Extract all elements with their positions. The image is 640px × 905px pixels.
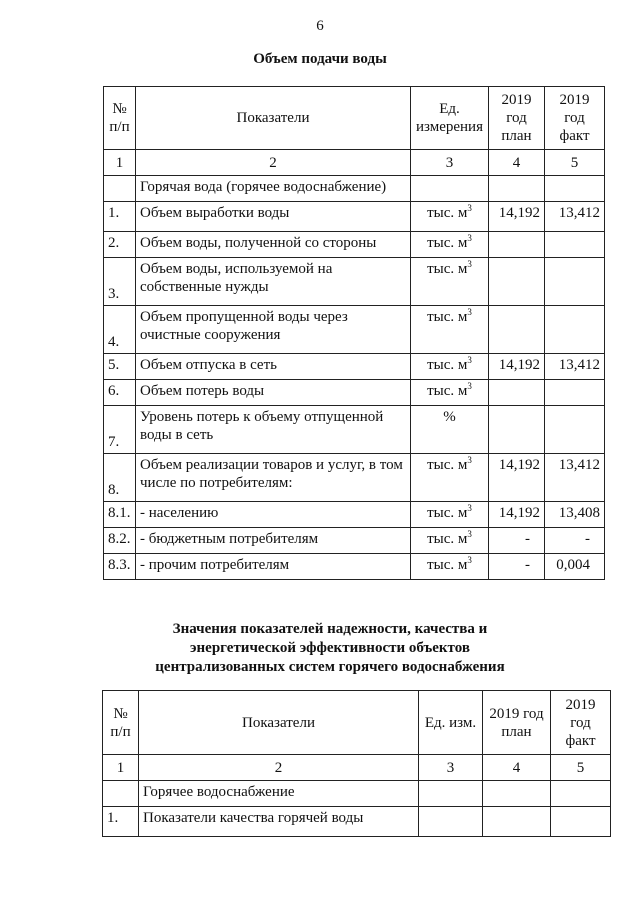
index-cell: 1 <box>104 150 136 176</box>
row-plan: - <box>489 528 545 554</box>
section-row <box>103 781 611 807</box>
header-num: № п/п <box>104 87 136 150</box>
row-plan: 14,192 <box>489 202 545 232</box>
water-supply-title: Объем подачи воды <box>253 51 387 67</box>
row-number: 1. <box>104 202 136 232</box>
header-unit: Ед. измерения <box>411 87 489 150</box>
row-fact <box>545 258 605 306</box>
unit-text: % <box>443 409 456 425</box>
reliability-table <box>102 690 611 837</box>
table-row <box>104 554 605 580</box>
unit-superscript: 3 <box>467 381 472 391</box>
row-label: Объем потерь воды <box>136 380 411 406</box>
row-fact <box>545 306 605 354</box>
row-plan <box>489 380 545 406</box>
table-row <box>104 380 605 406</box>
row-unit <box>411 380 489 406</box>
row-unit <box>411 258 489 306</box>
row-fact <box>545 406 605 454</box>
water-supply-table <box>103 86 605 580</box>
table-row <box>104 232 605 258</box>
unit-text: тыс. м <box>427 531 468 547</box>
header-plan: 2019 год план <box>483 691 551 755</box>
unit-superscript: 3 <box>467 529 472 539</box>
row-label: Объем отпуска в сеть <box>136 354 411 380</box>
empty-cell <box>411 176 489 202</box>
unit-text: тыс. м <box>427 235 468 251</box>
row-fact <box>545 380 605 406</box>
index-cell: 5 <box>545 150 605 176</box>
row-unit <box>411 354 489 380</box>
row-label: Объем воды, используемой на собственные нужды <box>136 258 411 306</box>
header-unit: Ед. изм. <box>419 691 483 755</box>
page-number: 6 <box>316 18 324 34</box>
row-label: - населению <box>136 502 411 528</box>
row-unit <box>411 306 489 354</box>
reliability-title: Значения показателей надежности, качества и энергетической эффективности объектов централизованных систем горячего водоснабжения <box>155 621 505 675</box>
row-label: Объем выработки воды <box>136 202 411 232</box>
unit-superscript: 3 <box>467 233 472 243</box>
row-label: Уровень потерь к объему отпущенной воды в сеть <box>136 406 411 454</box>
index-cell: 1 <box>103 755 139 781</box>
row-fact: 13,412 <box>545 354 605 380</box>
row-number: 4. <box>104 306 136 354</box>
unit-superscript: 3 <box>467 355 472 365</box>
row-fact: 13,408 <box>545 502 605 528</box>
row-plan <box>489 406 545 454</box>
header-indicator: Показатели <box>139 691 419 755</box>
unit-superscript: 3 <box>467 203 472 213</box>
row-number: 2. <box>104 232 136 258</box>
row-label: Объем пропущенной воды через очистные сооружения <box>136 306 411 354</box>
row-plan: 14,192 <box>489 354 545 380</box>
unit-superscript: 3 <box>467 503 472 513</box>
row-number: 1. <box>103 807 139 837</box>
unit-text: тыс. м <box>427 357 468 373</box>
row-number: 7. <box>104 406 136 454</box>
table-row <box>104 454 605 502</box>
table-row <box>104 528 605 554</box>
row-plan <box>483 807 551 837</box>
row-number: 8. <box>104 454 136 502</box>
row-fact: 0,004 <box>545 554 605 580</box>
row-fact: - <box>545 528 605 554</box>
table-row <box>104 258 605 306</box>
row-unit <box>411 406 489 454</box>
table-row <box>103 807 611 837</box>
empty-cell <box>483 781 551 807</box>
row-number: 8.2. <box>104 528 136 554</box>
unit-superscript: 3 <box>467 307 472 317</box>
unit-superscript: 3 <box>467 455 472 465</box>
row-label: - бюджетным потребителям <box>136 528 411 554</box>
row-label: Объем реализации товаров и услуг, в том числе по потребителям: <box>136 454 411 502</box>
unit-text: тыс. м <box>427 457 468 473</box>
header-num: № п/п <box>103 691 139 755</box>
row-plan <box>489 232 545 258</box>
table-row <box>104 306 605 354</box>
header-fact: 2019 год факт <box>545 87 605 150</box>
row-unit <box>411 554 489 580</box>
index-cell: 5 <box>551 755 611 781</box>
header-indicator: Показатели <box>136 87 411 150</box>
unit-text: тыс. м <box>427 309 468 325</box>
row-number: 3. <box>104 258 136 306</box>
row-number: 6. <box>104 380 136 406</box>
row-unit <box>419 807 483 837</box>
header-plan: 2019 год план <box>489 87 545 150</box>
row-unit <box>411 454 489 502</box>
table-row <box>104 502 605 528</box>
row-plan: 14,192 <box>489 502 545 528</box>
empty-cell <box>419 781 483 807</box>
empty-cell <box>545 176 605 202</box>
header-row <box>104 87 605 150</box>
row-label: Показатели качества горячей воды <box>139 807 419 837</box>
table-row <box>104 354 605 380</box>
empty-cell <box>551 781 611 807</box>
table-row <box>104 406 605 454</box>
section-label: Горячая вода (горячее водоснабжение) <box>136 176 411 202</box>
section-label: Горячее водоснабжение <box>139 781 419 807</box>
row-plan <box>489 258 545 306</box>
row-plan: - <box>489 554 545 580</box>
row-fact: 13,412 <box>545 454 605 502</box>
section-row <box>104 176 605 202</box>
index-cell: 3 <box>411 150 489 176</box>
table-row <box>104 202 605 232</box>
index-cell: 4 <box>489 150 545 176</box>
index-cell: 2 <box>136 150 411 176</box>
row-fact: 13,412 <box>545 202 605 232</box>
row-number: 8.3. <box>104 554 136 580</box>
row-fact <box>545 232 605 258</box>
unit-superscript: 3 <box>467 555 472 565</box>
row-unit <box>411 202 489 232</box>
row-plan: 14,192 <box>489 454 545 502</box>
index-row <box>103 755 611 781</box>
row-number: 8.1. <box>104 502 136 528</box>
index-cell: 2 <box>139 755 419 781</box>
header-row <box>103 691 611 755</box>
row-fact <box>551 807 611 837</box>
row-plan <box>489 306 545 354</box>
empty-cell <box>104 176 136 202</box>
index-cell: 4 <box>483 755 551 781</box>
unit-text: тыс. м <box>427 261 468 277</box>
row-label: - прочим потребителям <box>136 554 411 580</box>
row-unit <box>411 232 489 258</box>
index-cell: 3 <box>419 755 483 781</box>
row-unit <box>411 502 489 528</box>
row-unit <box>411 528 489 554</box>
unit-text: тыс. м <box>427 205 468 221</box>
unit-text: тыс. м <box>427 383 468 399</box>
row-label: Объем воды, полученной со стороны <box>136 232 411 258</box>
unit-superscript: 3 <box>467 259 472 269</box>
row-number: 5. <box>104 354 136 380</box>
empty-cell <box>489 176 545 202</box>
empty-cell <box>103 781 139 807</box>
index-row <box>104 150 605 176</box>
header-fact: 2019 год факт <box>551 691 611 755</box>
unit-text: тыс. м <box>427 557 468 573</box>
unit-text: тыс. м <box>427 505 468 521</box>
